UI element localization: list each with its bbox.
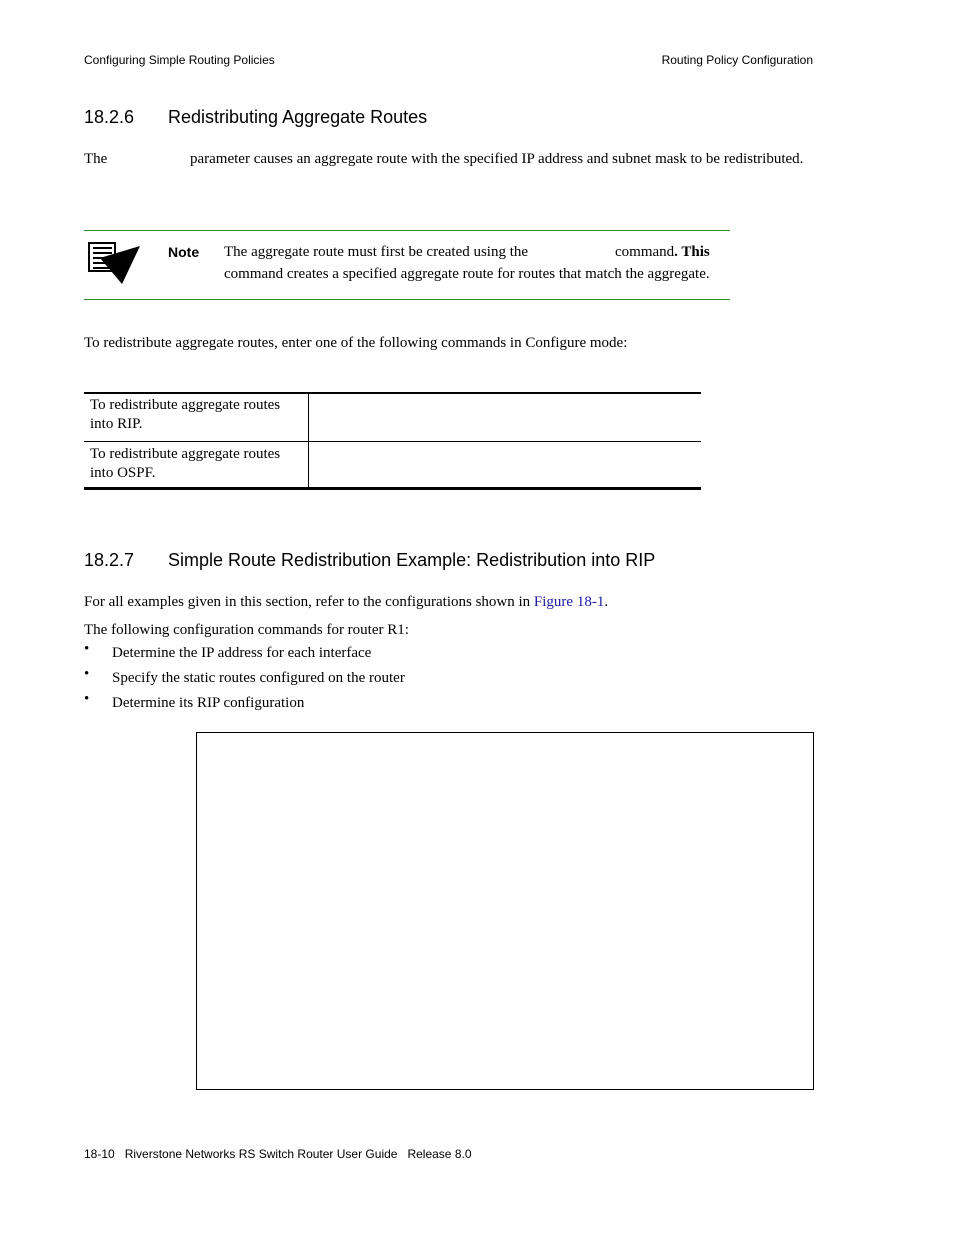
- note-text-1b: [615, 241, 710, 263]
- table-row: [90, 445, 280, 483]
- section-number: 18.2.7: [84, 550, 135, 570]
- bullet-icon: •: [84, 641, 90, 657]
- table-bottom-rule: [84, 487, 701, 490]
- bullet-icon: •: [84, 691, 90, 707]
- paragraph-ref-period: .: [604, 594, 609, 610]
- running-header-left: Configuring Simple Routing Policies: [84, 53, 275, 67]
- note-label: Note: [168, 244, 200, 260]
- table-cell-line: into OSPF.: [90, 465, 156, 481]
- table-row: [90, 396, 280, 434]
- paragraph-lead: The: [84, 151, 108, 167]
- note-command-word: command: [615, 244, 675, 260]
- figure-link[interactable]: Figure 18-1: [533, 594, 605, 610]
- note-bottom-rule: [84, 299, 730, 300]
- table-top-rule: [84, 392, 701, 394]
- section-title: Redistributing Aggregate Routes: [168, 107, 428, 127]
- note-icon: [86, 240, 142, 286]
- note-top-rule: [84, 230, 730, 231]
- running-header-right: Routing Policy Configuration: [661, 53, 813, 67]
- page-footer: 18-10 Riverstone Networks RS Switch Router User Guide Release 8.0: [84, 1147, 472, 1161]
- note-text-1a: The aggregate route must first be created using the: [224, 244, 529, 260]
- note-text-2: command creates a specified aggregate route for routes that match the aggregate.: [224, 266, 710, 282]
- paragraph-ref: [84, 591, 608, 613]
- table-column-divider: [308, 393, 309, 488]
- table-cell-line: into RIP.: [90, 416, 143, 432]
- bullet-icon: •: [84, 666, 90, 682]
- section-number: 18.2.6: [84, 107, 135, 127]
- code-example-box: [196, 732, 814, 1090]
- section-title: Simple Route Redistribution Example: Redistribution into RIP: [168, 550, 656, 570]
- table-cell-line: To redistribute aggregate routes: [90, 397, 281, 413]
- paragraph-intro: The following configuration commands for router R1:: [84, 622, 409, 638]
- paragraph-ref-text: For all examples given in this section, refer to the configurations shown in: [84, 594, 531, 610]
- list-item: Determine the IP address for each interface: [112, 645, 372, 661]
- paragraph-body: parameter causes an aggregate route with the specified IP address and subnet mask to be redistributed.: [190, 151, 804, 167]
- table-row-divider: [84, 441, 701, 442]
- note-text-1c: . This: [674, 244, 710, 260]
- list-item: Determine its RIP configuration: [112, 695, 305, 711]
- list-item: Specify the static routes configured on the router: [112, 670, 405, 686]
- intro-text: To redistribute aggregate routes, enter one of the following commands in Configure mode:: [84, 335, 628, 351]
- table-cell-line: To redistribute aggregate routes: [90, 446, 281, 462]
